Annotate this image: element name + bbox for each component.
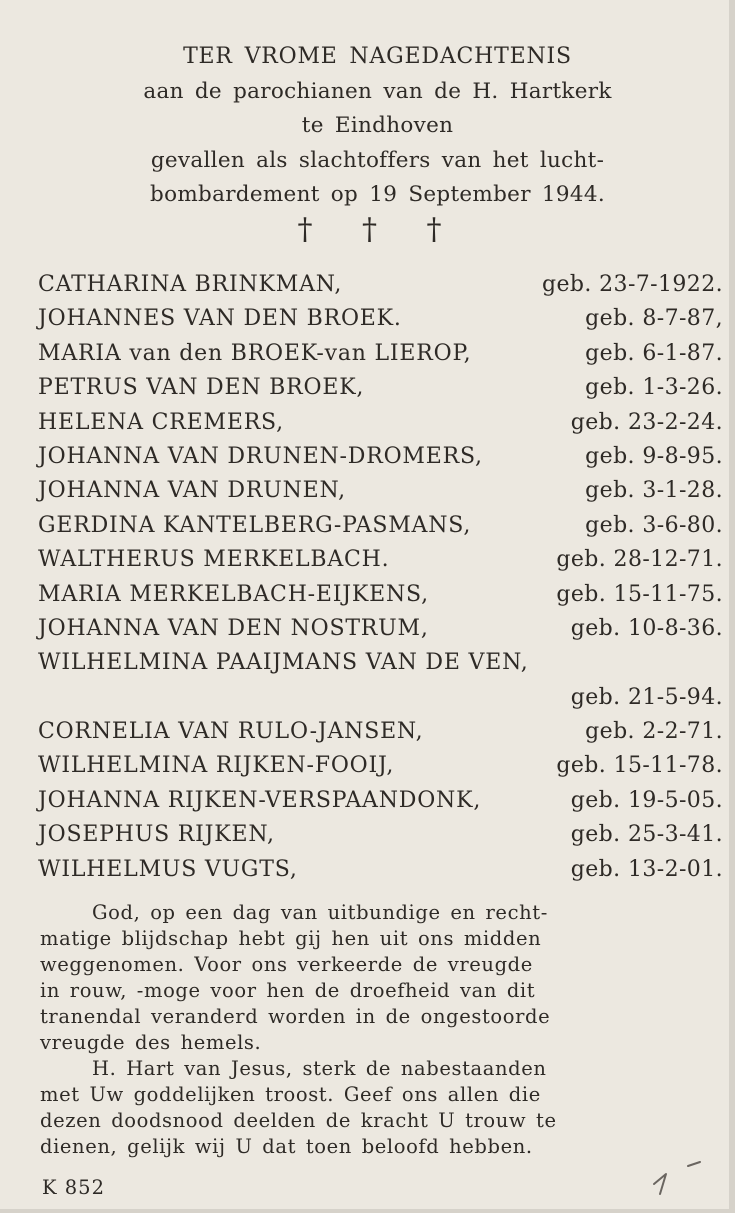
prayer-line: in rouw, -moge voor hen de droefheid van dit bbox=[40, 979, 536, 1002]
header-line-city: te Eindhoven bbox=[301, 113, 454, 138]
victim-row bbox=[38, 302, 723, 336]
victim-name: JOHANNA VAN DEN NOSTRUM, bbox=[38, 615, 429, 641]
victim-name: WILHELMINA RIJKEN-FOOIJ, bbox=[38, 753, 395, 779]
prayer-line: H. Hart van Jesus, sterk de nabestaanden bbox=[92, 1057, 547, 1080]
victim-name: WALTHERUS MERKELBACH. bbox=[38, 547, 390, 573]
header-line-parish: aan de parochianen van de H. Hartkerk bbox=[143, 78, 612, 104]
victim-birth-date: geb. 10-8-36. bbox=[570, 615, 723, 641]
victim-name: MARIA van den BROEK-van LIEROP, bbox=[38, 340, 472, 366]
victim-name: JOSEPHUS RIJKEN, bbox=[38, 822, 275, 848]
victim-row bbox=[38, 853, 723, 887]
victim-name: JOHANNA VAN DRUNEN, bbox=[38, 478, 346, 504]
victim-birth-date: geb. 3-6-80. bbox=[585, 512, 723, 538]
handwritten-mark bbox=[648, 1148, 712, 1196]
victim-row bbox=[38, 578, 723, 612]
victim-name: WILHELMINA PAAIJMANS VAN DE VEN, bbox=[38, 650, 529, 676]
victim-name: MARIA MERKELBACH-EIJKENS, bbox=[38, 581, 429, 607]
victim-birth-date: geb. 19-5-05. bbox=[570, 787, 723, 813]
victim-row bbox=[38, 749, 723, 783]
victim-name: JOHANNA RIJKEN-VERSPAANDONK, bbox=[38, 787, 482, 813]
prayer-line: dienen, gelijk wij U dat toen beloofd hebben. bbox=[40, 1135, 533, 1158]
victim-row bbox=[38, 474, 723, 508]
victim-birth-date: geb. 1-3-26. bbox=[585, 375, 723, 401]
card-header bbox=[0, 40, 735, 213]
victim-row bbox=[38, 337, 723, 371]
victim-row bbox=[38, 818, 723, 852]
victim-row bbox=[38, 440, 723, 474]
victim-row bbox=[38, 612, 723, 646]
victim-birth-date: geb. 9-8-95. bbox=[585, 443, 723, 469]
prayer-line: vreugde des hemels. bbox=[40, 1031, 262, 1054]
crosses-ornament: † † † bbox=[297, 212, 462, 247]
header-line-victims: gevallen als slachtoffers van het lucht- bbox=[150, 147, 605, 173]
header-line-date: bombardement op 19 September 1944. bbox=[150, 182, 605, 207]
print-code: K 852 bbox=[42, 1176, 105, 1199]
prayer-line: God, op een dag van uitbundige en recht- bbox=[92, 901, 548, 924]
victim-name: HELENA CREMERS, bbox=[38, 409, 284, 435]
victim-birth-date: geb. 8-7-87, bbox=[585, 306, 723, 332]
victim-row bbox=[38, 509, 723, 543]
victim-row bbox=[38, 268, 723, 302]
victim-name: WILHELMUS VUGTS, bbox=[38, 856, 298, 882]
victim-row bbox=[38, 715, 723, 749]
victim-row bbox=[38, 784, 723, 818]
victim-birth-date: geb. 6-1-87. bbox=[585, 340, 723, 366]
victim-name: CATHARINA BRINKMAN, bbox=[38, 272, 343, 297]
victim-birth-date: geb. 2-2-71. bbox=[585, 719, 723, 745]
victim-birth-date: geb. 21-5-94. bbox=[570, 684, 723, 710]
victim-birth-date: geb. 25-3-41. bbox=[570, 822, 723, 848]
victim-list bbox=[38, 268, 723, 887]
victim-birth-date: geb. 13-2-01. bbox=[570, 856, 723, 882]
victim-birth-date: geb. 15-11-75. bbox=[556, 581, 723, 607]
victim-name: PETRUS VAN DEN BROEK, bbox=[38, 375, 365, 401]
victim-birth-date: geb. 28-12-71. bbox=[556, 547, 723, 573]
victim-row bbox=[38, 646, 723, 715]
header-title: TER VROME NAGEDACHTENIS bbox=[183, 44, 572, 69]
victim-birth-date: geb. 23-7-1922. bbox=[541, 272, 723, 297]
victim-birth-date: geb. 3-1-28. bbox=[585, 478, 723, 504]
victim-name: GERDINA KANTELBERG-PASMANS, bbox=[38, 512, 472, 538]
victim-name: JOHANNA VAN DRUNEN-DROMERS, bbox=[38, 443, 483, 469]
prayer-line: dezen doodsnood deelden de kracht U trouw te bbox=[40, 1109, 557, 1132]
victim-name: JOHANNES VAN DEN BROEK. bbox=[38, 306, 402, 332]
prayer-line: weggenomen. Voor ons verkeerde de vreugde bbox=[40, 953, 533, 976]
victim-row bbox=[38, 406, 723, 440]
victim-name: CORNELIA VAN RULO-JANSEN, bbox=[38, 719, 424, 745]
victim-birth-date: geb. 23-2-24. bbox=[570, 409, 723, 435]
victim-row bbox=[38, 543, 723, 577]
victim-birth-date: geb. 15-11-78. bbox=[556, 753, 723, 779]
prayer-line: matige blijdschap hebt gij hen uit ons midden bbox=[40, 927, 542, 950]
victim-row bbox=[38, 371, 723, 405]
prayer-line: met Uw goddelijken troost. Geef ons allen die bbox=[40, 1083, 541, 1106]
prayer-text bbox=[40, 900, 670, 1160]
prayer-line: tranendal veranderd worden in de ongestoorde bbox=[40, 1005, 551, 1028]
